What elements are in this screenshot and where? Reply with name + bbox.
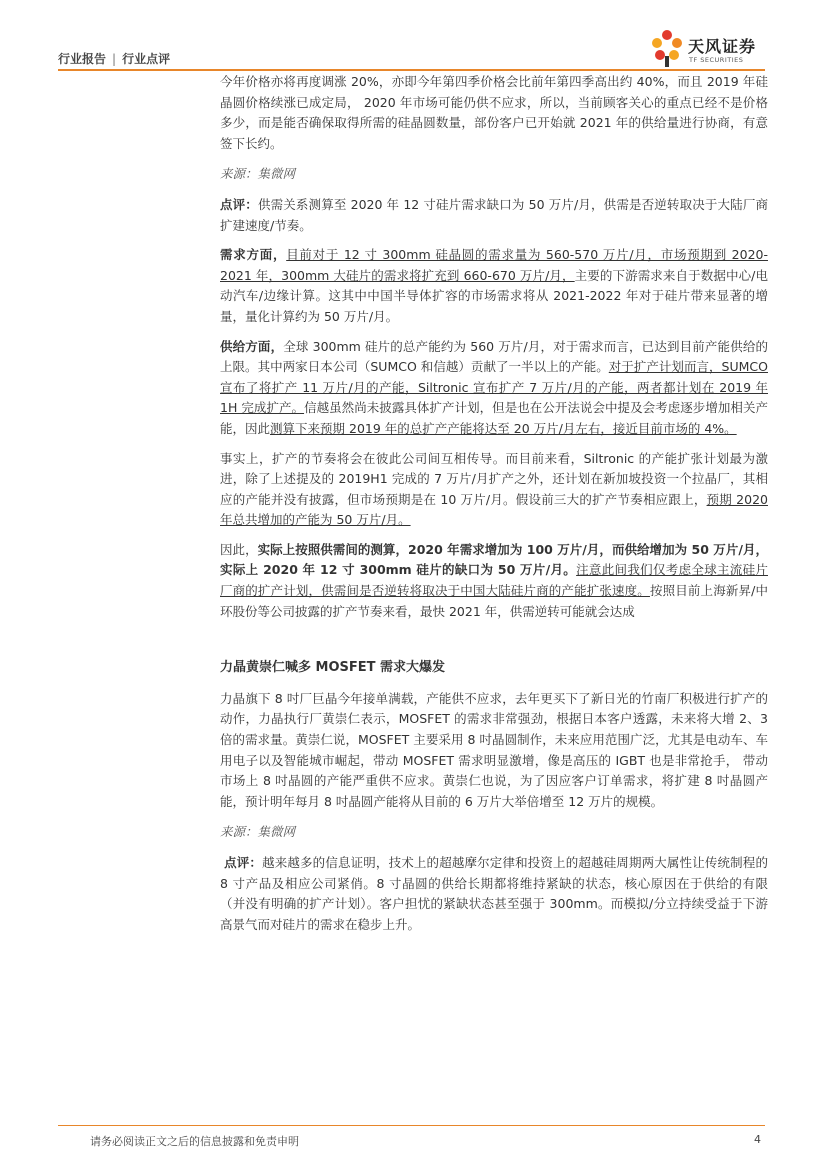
header-divider — [58, 69, 765, 71]
footer-disclaimer: 请务必阅读正文之后的信息披露和免责申明 — [90, 1135, 299, 1148]
category-label: 行业报告 — [58, 52, 107, 66]
comment-paragraph — [220, 195, 768, 236]
page-number: 4 — [754, 1133, 761, 1146]
expansion-paragraph — [220, 449, 768, 531]
report-body — [220, 72, 768, 935]
source-note-2: 来源：集微网 — [220, 824, 296, 840]
expansion-highlight: 预期 2020 年总共增加的产能为 50 万片/月。 — [220, 491, 768, 528]
supply-text-2: 信越虽然尚未披露具体扩产计划，但是也在公开法说会中提及会考虑逐步增加相关产能，因此 — [220, 400, 768, 436]
conclusion-bold: 实际上按照供需间的测算，2020 年需求增加为 100 万片/月，而供给增加为 50 万片/月，实际上 2020 年 12 寸 300mm 硅片的缺口为 50 万片/月。 — [220, 541, 768, 578]
conclusion-paragraph — [220, 540, 768, 622]
demand-highlight: 目前对于 12 寸 300mm 硅晶圆的需求量为 560-570 万片/月，市场预期到 2020-2021 年，300mm 大硅片的需求将扩充到 660-670 万片/月， — [220, 247, 768, 283]
supply-highlight-estimate: 测算下来预期 2019 年的总扩产产能将达至 20 万片/月左右，接近目前市场的 4%。 — [270, 420, 737, 436]
brand-name-en: TF SECURITIES — [689, 56, 744, 64]
comment-label: 点评： — [220, 196, 258, 212]
comment-label-2: 点评： — [224, 855, 263, 870]
report-category — [58, 50, 170, 67]
brand-logo — [648, 28, 766, 68]
supply-label: 供给方面， — [220, 338, 284, 354]
supply-text: 全球 300mm 硅片的总产能约为 560 万片/月，对于需求而言，已达到目前产能供给的上限。其中两家日本公司（SUMCO 和信越）贡献了一半以上的产能。 — [220, 338, 768, 375]
category-separator: | — [112, 52, 117, 66]
conclusion-text: 按照目前上海新昇/中环股份等公司披露的扩产节奏来看，最快 2021 年，供需逆转可能就会达成 — [220, 583, 768, 619]
footer-divider — [58, 1125, 765, 1126]
source-note: 来源：集微网 — [220, 166, 296, 182]
supply-highlight-expansion: 对于扩产计划而言，SUMCO 宣布了将扩产 11 万片/月的产能，Siltronic 宣布扩产 7 万片/月的产能，两者都计划在 2019 年 1H 完成扩产。 — [220, 359, 768, 416]
demand-label: 需求方面， — [220, 247, 287, 263]
demand-text: 主要的下游需求来自于数据中心/电动汽车/边缘计算。这其中中国半导体扩容的市场需求将从 2021-2022 年对于硅片带来显著的增量，量化计算约为 50 万片/月。 — [220, 267, 769, 324]
subcategory-label: 行业点评 — [122, 52, 171, 66]
demand-paragraph — [220, 245, 768, 327]
supply-paragraph — [220, 337, 768, 440]
comment-text-2: 越来越多的信息证明，技术上的超越摩尔定律和投资上的超越硅周期两大属性让传统制程的 8 寸产品及相应公司紧俏。8 寸晶圆的供给长期都将维持紧缺的状态，核心原因在于供给的有限（并没有明确的扩产计划）。客户担忧的紧缺状态甚至强于 300mm。而模拟/分立持续受益于下游高景气而对硅片的需求在稳步上升。 — [220, 855, 768, 932]
brand-name: 天风证券 — [688, 37, 757, 56]
comment-text: 供需关系测算至 2020 年 12 寸硅片需求缺口为 50 万片/月，供需是否逆转取决于大陆厂商扩建速度/节奏。 — [220, 196, 768, 233]
comment-paragraph-2 — [220, 853, 768, 935]
paragraph-price: 今年价格亦将再度调涨 20%，亦即今年第四季价格会比前年第四季高出约 40%，而且 2019 年硅晶圆价格续涨已成定局， 2020 年市场可能仍供不应求，所以，当前顾客关心的重点已经不是价格多少，而是能否确保取得所需的硅晶圆数量，部份客户已开始就 2021 年的供给量进行协商，有意签下长约。 — [220, 74, 768, 151]
section-title: 力晶黄崇仁喊多 MOSFET 需求大爆发 — [220, 660, 446, 676]
expansion-text: 事实上，扩产的节奏将会在彼此公司间互相传导。而目前来看，Siltronic 的产能扩张计划最为激进，除了上述提及的 2019H1 完成的 7 万片/月扩产之外，还计划在新加坡投资一个拉晶厂，其相应的产能并没有披露，但市场预期是在 10 万片/月。假设前三大的扩产节奏相应跟上， — [220, 450, 768, 507]
conclusion-highlight: 注意此间我们仅考虑全球主流硅片厂商的扩产计划，供需间是否逆转将取决于中国大陆硅片商的产能扩张速度。 — [220, 562, 768, 599]
conclusion-lead: 因此， — [220, 541, 258, 557]
flower-logo-icon — [648, 28, 686, 68]
news-paragraph: 力晶旗下 8 吋厂巨晶今年接单满载，产能供不应求，去年更买下了新日光的竹南厂积极进行扩产的动作，力晶执行厂黄崇仁表示，MOSFET 的需求非常强劲，根据日本客户透露，未来将大增 2、3 倍的需求量。黄崇仁说，MOSFET 主要采用 8 吋晶圆制作，未来应用范围广泛，尤其是电动车、车用电子以及智能城市崛起，带动 MOSFET 需求明显激增，像是高压的 IGBT 也是非常抢手， 带动市场上 8 吋晶圆的产能严重供不应求。黄崇仁也说，为了因应客户订单需求，将扩建 8 吋晶圆产能，预计明年每月 8 吋晶圆产能将从目前的 6 万片大举倍增至 12 万片的规模。 — [220, 690, 768, 809]
